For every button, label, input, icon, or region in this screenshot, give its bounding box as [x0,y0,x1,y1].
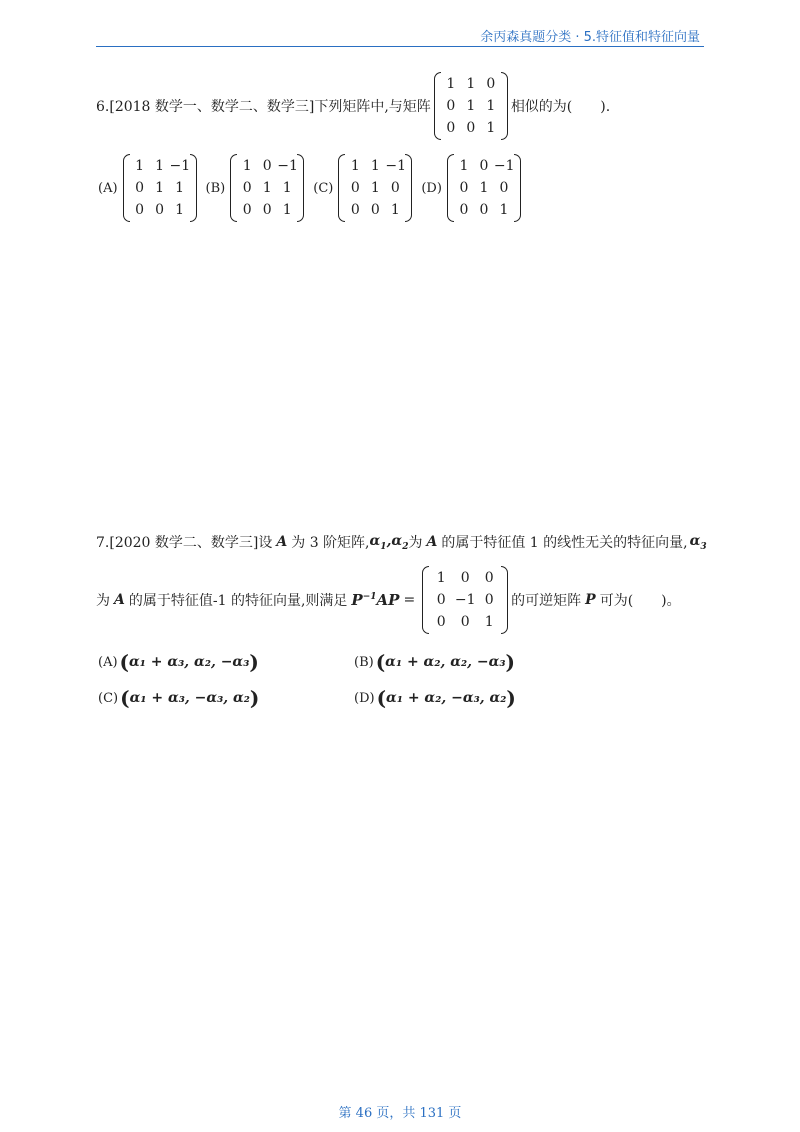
q6-option-c-label: (C) [313,180,334,196]
q7-text-5: 为 [96,593,110,609]
q6-prefix: 6.[2018 数学一、数学二、数学三]下列矩阵中,与矩阵 [96,99,431,115]
question-7-stem-line2 [96,566,681,634]
q7-ap: AP [376,591,400,609]
q7-option-d-text: α₁ + α₂, −α₃, α₂ [386,690,507,706]
page-header-title: 余丙森真题分类 · 5.特征值和特征向量 [480,30,700,45]
q6-option-d-matrix: 1 0 −1 0 1 0 0 0 1 [447,154,521,222]
q7-option-d: (D) ( α₁ + α₂, −α₃, α₂ ) [354,686,516,710]
q7-matrix-a-2: A [426,534,438,550]
q6-option-d-label: (D) [421,180,442,196]
q6-option-b-label: (B) [205,180,226,196]
q7-text-1: 7.[2020 数学二、数学三]设 [96,535,273,551]
q7-matrix-a: A [276,534,288,550]
q7-option-c: (C) ( α₁ + α₃, −α₃, α₂ ) [98,686,260,710]
q7-option-b: (B) ( α₁ + α₂, α₂, −α₃ ) [354,650,515,674]
q7-alpha3: $\alpha_3$ [689,532,707,552]
q7-matrix-p: P [585,592,596,608]
q7-text-6: 的属于特征值-1 的特征向量,则满足 [128,593,348,609]
q6-suffix: 相似的为( ). [510,99,611,115]
q7-text-7: 的可逆矩阵 [511,593,582,609]
q7-diag-matrix: 1 0 0 0 −1 0 0 0 1 [422,566,508,634]
q7-equals: = [403,592,416,608]
q7-text-2: 为 3 阶矩阵, [291,535,370,551]
header-divider [96,46,704,47]
q7-option-c-text: α₁ + α₃, −α₃, α₂ [129,690,250,706]
q7-option-b-text: α₁ + α₂, α₂, −α₃ [385,654,506,670]
question-7-stem-line1 [96,532,707,552]
q7-option-a-text: α₁ + α₃, α₂, −α₃ [129,654,250,670]
q6-option-a-label: (A) [98,180,118,196]
q6-option-c-matrix: 1 1 −1 0 1 0 0 0 1 [338,154,412,222]
q7-text-3: 为 [408,535,423,551]
q7-option-a: (A) ( α₁ + α₃, α₂, −α₃ ) [98,650,259,674]
question-6-options [98,154,524,222]
q7-option-a-label: (A) [98,654,118,670]
q7-p-inverse: $P^{-1}$ [351,591,377,609]
q7-alpha12: $\alpha_1,\alpha_2$ [369,532,409,552]
q6-given-matrix: 1 1 0 0 1 1 0 0 1 [434,72,508,140]
q7-option-b-label: (B) [354,654,374,670]
q7-matrix-a-3: A [114,592,125,608]
q7-option-d-label: (D) [354,690,375,706]
q7-text-8: 可为( )。 [599,593,681,609]
q6-option-b-matrix: 1 0 −1 0 1 1 0 0 1 [230,154,304,222]
page-number: 第 46 页，共 131 页 [338,1106,462,1121]
q7-option-c-label: (C) [98,690,119,706]
question-6-stem [96,72,610,140]
q7-text-4: 的属于特征值 1 的线性无关的特征向量, [441,535,688,551]
q6-option-a-matrix: 1 1 −1 0 1 1 0 0 1 [123,154,197,222]
